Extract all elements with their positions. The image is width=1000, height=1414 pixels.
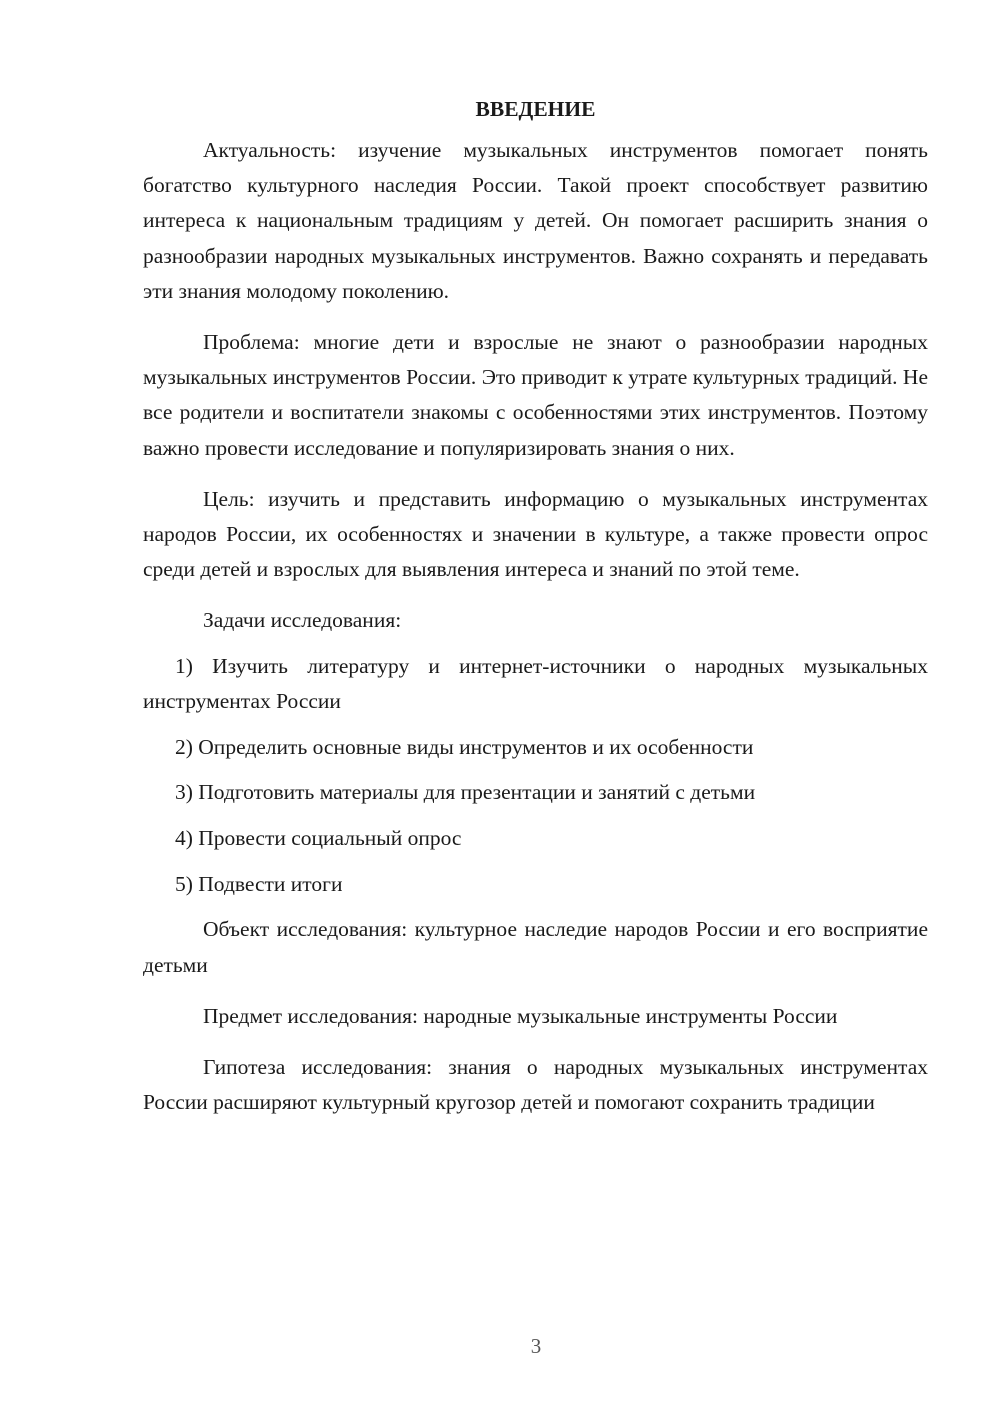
list-item: 1) Изучить литературу и интернет-источники о народных музыкальных инструментах России: [143, 653, 928, 713]
tasks-list: [143, 649, 928, 902]
paragraph-hypothesis: Гипотеза исследования: знания о народных музыкальных инструментах России расширяют культурный кругозор детей и помогают сохранить традиции: [143, 1054, 928, 1115]
paragraph-object: Объект исследования: культурное наследие народов России и его восприятие детьми: [143, 917, 928, 977]
list-item: 2) Определить основные виды инструментов и их особенности: [175, 734, 754, 759]
list-item: 3) Подготовить материалы для презентации и занятий с детьми: [175, 780, 756, 805]
list-item: 4) Провести социальный опрос: [175, 825, 462, 850]
paragraph-problem: Проблема: многие дети и взрослые не знают о разнообразии народных музыкальных инструментов России. Это приводит к утрате культурных традиций. Не все родители и воспитатели знакомы с особенностями этих инструментов. Поэтому важно провести исследование и популяризировать знания о них.: [143, 330, 928, 460]
paragraph-goal: Цель: изучить и представить информацию о музыкальных инструментах народов России, их особенностях и значении в культуре, а также провести опрос среди детей и взрослых для выявления интереса и знаний по этой теме.: [143, 486, 928, 582]
page-title: ВВЕДЕНИЕ: [475, 97, 596, 121]
tasks-heading: Задачи исследования:: [203, 608, 402, 633]
paragraph-relevance: Актуальность: изучение музыкальных инструментов помогает понять богатство культурного наследия России. Такой проект способствует развитию интереса к национальным традициям у детей. Он помогает расширить знания о разнообразии народных музыкальных инструментов. Важно сохранять и передавать эти знания молодому поколению.: [143, 138, 928, 303]
document-page: [143, 92, 928, 1136]
paragraph-subject: Предмет исследования: народные музыкальные инструменты России: [203, 1003, 838, 1028]
page-number: 3: [530, 1334, 542, 1358]
list-item: 5) Подвести итоги: [175, 871, 343, 896]
